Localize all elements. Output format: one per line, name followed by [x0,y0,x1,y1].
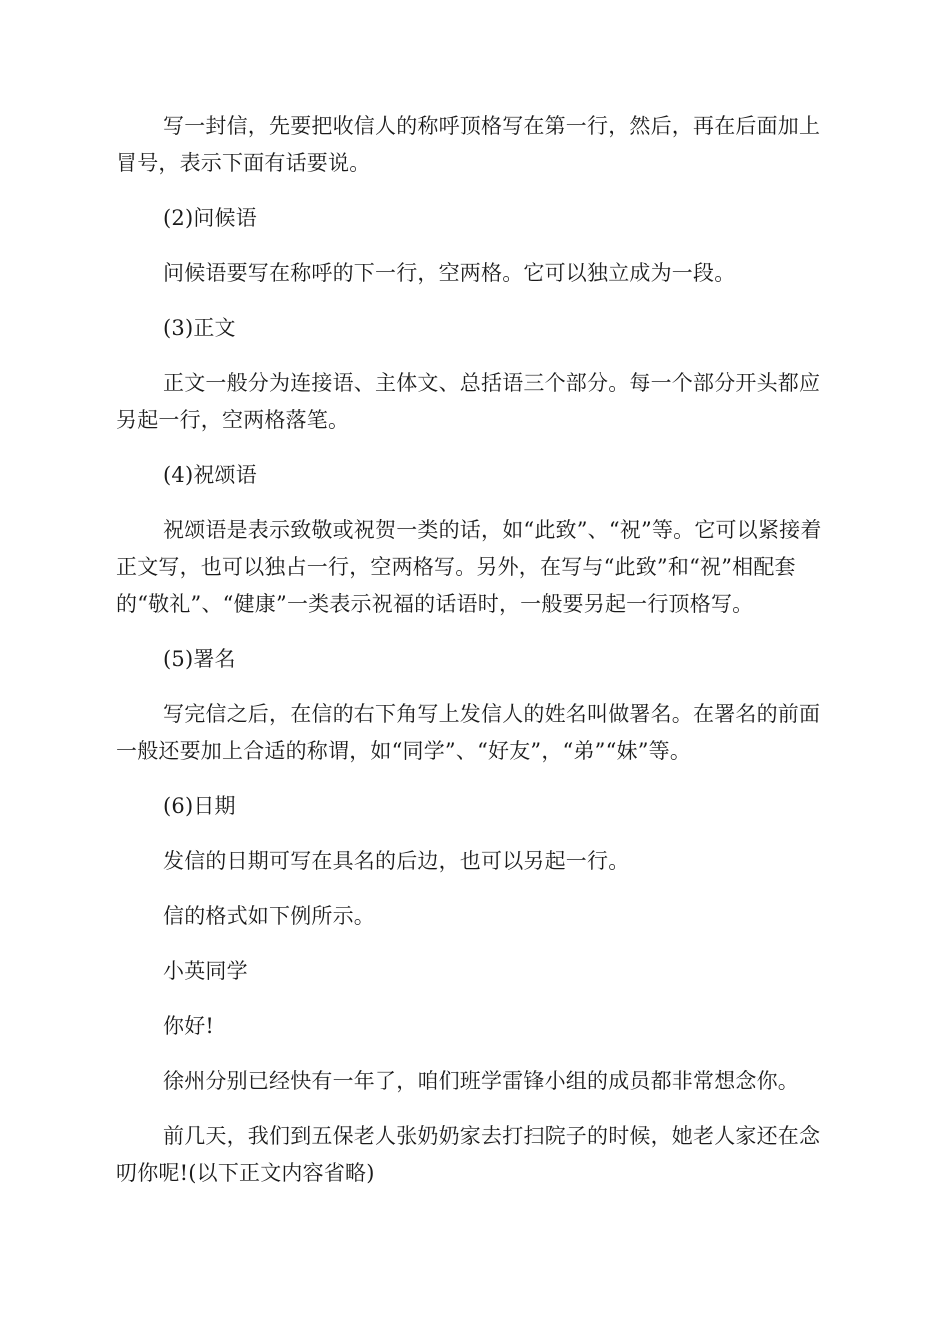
heading-body-text: (3)正文 [163,316,236,340]
example-greeting: 你好! [163,1014,215,1038]
paragraph-example-intro: 信的格式如下例所示。 [163,904,375,928]
document-body [116,108,832,1210]
paragraph-signature-rule: 写完信之后，在信的右下角写上发信人的姓名叫做署名。在署名的前面一般还要加上合适的称谓，如“同学”、“好友”，“弟”“妹”等。 [116,702,821,763]
example-body-paragraph-1: 徐州分别已经快有一年了，咱们班学雷锋小组的成员都非常想念你。 [163,1069,799,1093]
heading-closing: (4)祝颂语 [163,463,257,487]
example-salutation: 小英同学 [163,959,248,983]
example-body-paragraph-2: 前几天，我们到五保老人张奶奶家去打扫院子的时候，她老人家还在念叨你呢!(以下正文内容省略) [116,1124,821,1185]
paragraph-salutation-rule: 写一封信，先要把收信人的称呼顶格写在第一行，然后，再在后面加上冒号，表示下面有话要说。 [116,114,821,175]
paragraph-date-rule: 发信的日期可写在具名的后边，也可以另起一行。 [163,849,630,873]
heading-date: (6)日期 [163,794,236,818]
heading-signature: (5)署名 [163,647,236,671]
heading-greeting: (2)问候语 [163,206,257,230]
paragraph-greeting-rule: 问候语要写在称呼的下一行，空两格。它可以独立成为一段。 [163,261,736,285]
paragraph-closing-rule: 祝颂语是表示致敬或祝贺一类的话，如“此致”、“祝”等。它可以紧接着正文写，也可以独占一行，空两格写。另外，在写与“此致”和“祝”相配套的“敬礼”、“健康”一类表示祝福的话语时，一般要另起一行顶格写。 [116,518,822,616]
paragraph-body-rule: 正文一般分为连接语、主体文、总括语三个部分。每一个部分开头都应另起一行，空两格落笔。 [116,371,821,432]
